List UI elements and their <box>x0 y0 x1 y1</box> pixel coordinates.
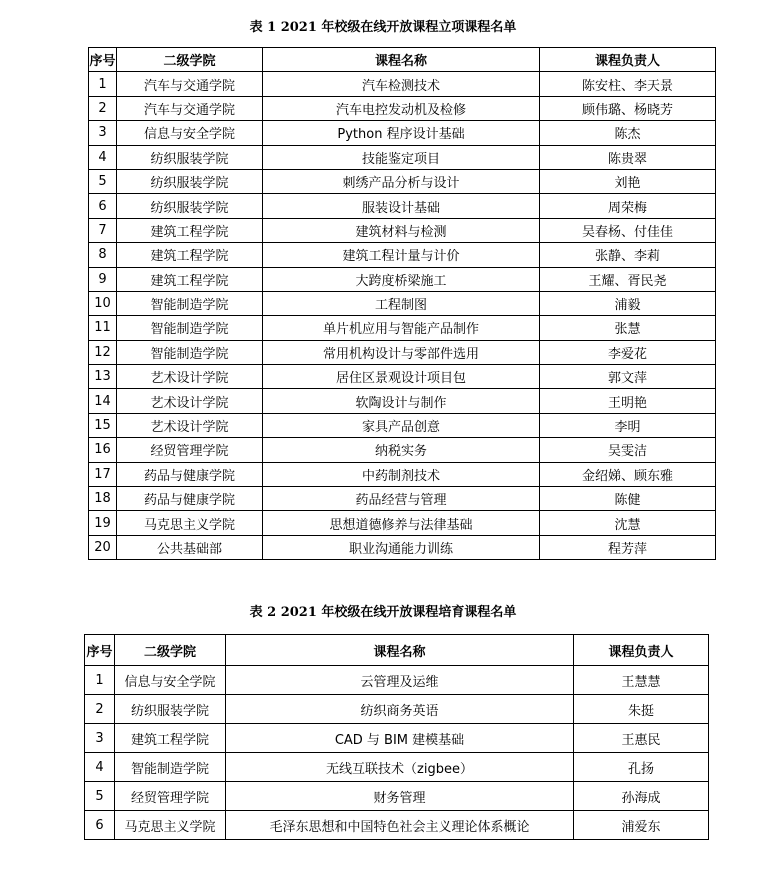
cell-leader: 陈贵翠 <box>540 145 716 169</box>
cell-course: 服装设计基础 <box>263 194 540 218</box>
cell-course: CAD 与 BIM 建模基础 <box>226 724 574 753</box>
header-seq: 序号 <box>89 48 117 72</box>
cell-college: 艺术设计学院 <box>117 413 263 437</box>
cell-seq: 8 <box>89 243 117 267</box>
cell-seq: 18 <box>89 487 117 511</box>
table2-title: 表 2 2021 年校级在线开放课程培育课程名单 <box>249 605 517 620</box>
cell-college: 智能制造学院 <box>117 316 263 340</box>
cell-leader: 沈慧 <box>540 511 716 535</box>
cell-seq: 2 <box>85 695 115 724</box>
cell-leader: 浦毅 <box>540 291 716 315</box>
cell-college: 经贸管理学院 <box>117 438 263 462</box>
cell-course: 职业沟通能力训练 <box>263 535 540 559</box>
cell-seq: 2 <box>89 96 117 120</box>
cell-course: 刺绣产品分析与设计 <box>263 169 540 193</box>
cell-course: 大跨度桥梁施工 <box>263 267 540 291</box>
cell-college: 智能制造学院 <box>115 753 226 782</box>
header-college: 二级学院 <box>115 635 226 666</box>
cell-course: 工程制图 <box>263 291 540 315</box>
cell-leader: 李明 <box>540 413 716 437</box>
cell-leader: 张慧 <box>540 316 716 340</box>
cell-college: 艺术设计学院 <box>117 365 263 389</box>
cell-leader: 朱挺 <box>574 695 709 724</box>
cell-course: 技能鉴定项目 <box>263 145 540 169</box>
table-row <box>85 782 709 811</box>
cell-seq: 4 <box>85 753 115 782</box>
cell-seq: 7 <box>89 218 117 242</box>
cell-leader: 陈安柱、李天景 <box>540 72 716 96</box>
header-seq: 序号 <box>85 635 115 666</box>
cell-course: 汽车检测技术 <box>263 72 540 96</box>
cell-course: 纳税实务 <box>263 438 540 462</box>
table-row <box>89 267 716 291</box>
cell-college: 智能制造学院 <box>117 291 263 315</box>
table-row <box>89 145 716 169</box>
table-row <box>89 291 716 315</box>
table-row <box>89 438 716 462</box>
table-row <box>85 811 709 840</box>
cell-course: 无线互联技术（zigbee） <box>226 753 574 782</box>
cell-leader: 刘艳 <box>540 169 716 193</box>
cell-leader: 程芳萍 <box>540 535 716 559</box>
cell-seq: 3 <box>89 121 117 145</box>
header-course: 课程名称 <box>263 48 540 72</box>
cell-course: Python 程序设计基础 <box>263 121 540 145</box>
table-row <box>89 72 716 96</box>
cell-seq: 5 <box>85 782 115 811</box>
cell-college: 纺织服装学院 <box>117 194 263 218</box>
cell-college: 药品与健康学院 <box>117 462 263 486</box>
table1 <box>88 47 716 560</box>
cell-college: 建筑工程学院 <box>117 243 263 267</box>
table-row <box>89 243 716 267</box>
cell-college: 马克思主义学院 <box>117 511 263 535</box>
cell-leader: 郭文萍 <box>540 365 716 389</box>
cell-leader: 孔扬 <box>574 753 709 782</box>
cell-leader: 金绍娣、顾东雅 <box>540 462 716 486</box>
table1-header-row <box>89 48 716 72</box>
cell-college: 公共基础部 <box>117 535 263 559</box>
cell-seq: 6 <box>89 194 117 218</box>
cell-seq: 15 <box>89 413 117 437</box>
cell-seq: 13 <box>89 365 117 389</box>
cell-college: 马克思主义学院 <box>115 811 226 840</box>
table-row <box>85 753 709 782</box>
table2 <box>84 634 709 840</box>
cell-college: 汽车与交通学院 <box>117 72 263 96</box>
cell-course: 居住区景观设计项目包 <box>263 365 540 389</box>
table-row <box>89 462 716 486</box>
header-college: 二级学院 <box>117 48 263 72</box>
cell-college: 建筑工程学院 <box>117 218 263 242</box>
table-row <box>89 169 716 193</box>
cell-seq: 9 <box>89 267 117 291</box>
cell-college: 艺术设计学院 <box>117 389 263 413</box>
cell-college: 建筑工程学院 <box>117 267 263 291</box>
cell-seq: 17 <box>89 462 117 486</box>
table2-body <box>85 666 709 840</box>
cell-leader: 顾伟璐、杨晓芳 <box>540 96 716 120</box>
table-row <box>89 487 716 511</box>
table2-header-row <box>85 635 709 666</box>
cell-leader: 李爱花 <box>540 340 716 364</box>
cell-seq: 12 <box>89 340 117 364</box>
table-row <box>89 316 716 340</box>
table-row <box>89 340 716 364</box>
table-row <box>89 511 716 535</box>
cell-leader: 王耀、胥民尧 <box>540 267 716 291</box>
cell-course: 建筑材料与检测 <box>263 218 540 242</box>
cell-leader: 陈健 <box>540 487 716 511</box>
cell-college: 纺织服装学院 <box>117 145 263 169</box>
cell-leader: 张静、李莉 <box>540 243 716 267</box>
table-row <box>89 413 716 437</box>
table-row <box>89 365 716 389</box>
cell-seq: 10 <box>89 291 117 315</box>
table-row <box>89 535 716 559</box>
cell-leader: 吴雯洁 <box>540 438 716 462</box>
cell-leader: 浦爱东 <box>574 811 709 840</box>
table-row <box>89 218 716 242</box>
cell-leader: 陈杰 <box>540 121 716 145</box>
cell-course: 云管理及运维 <box>226 666 574 695</box>
cell-leader: 王慧慧 <box>574 666 709 695</box>
table-row <box>89 121 716 145</box>
cell-course: 财务管理 <box>226 782 574 811</box>
cell-course: 单片机应用与智能产品制作 <box>263 316 540 340</box>
cell-college: 智能制造学院 <box>117 340 263 364</box>
cell-seq: 5 <box>89 169 117 193</box>
cell-course: 家具产品创意 <box>263 413 540 437</box>
cell-course: 中药制剂技术 <box>263 462 540 486</box>
cell-seq: 20 <box>89 535 117 559</box>
cell-seq: 4 <box>89 145 117 169</box>
cell-leader: 吴春杨、付佳佳 <box>540 218 716 242</box>
table-row <box>85 666 709 695</box>
table1-title: 表 1 2021 年校级在线开放课程立项课程名单 <box>249 20 517 35</box>
cell-course: 建筑工程计量与计价 <box>263 243 540 267</box>
cell-college: 经贸管理学院 <box>115 782 226 811</box>
cell-course: 汽车电控发动机及检修 <box>263 96 540 120</box>
cell-college: 信息与安全学院 <box>115 666 226 695</box>
cell-leader: 王明艳 <box>540 389 716 413</box>
cell-seq: 19 <box>89 511 117 535</box>
cell-leader: 孙海成 <box>574 782 709 811</box>
cell-seq: 16 <box>89 438 117 462</box>
cell-college: 药品与健康学院 <box>117 487 263 511</box>
cell-seq: 1 <box>89 72 117 96</box>
cell-course: 思想道德修养与法律基础 <box>263 511 540 535</box>
cell-college: 纺织服装学院 <box>117 169 263 193</box>
cell-course: 常用机构设计与零部件选用 <box>263 340 540 364</box>
cell-seq: 11 <box>89 316 117 340</box>
header-leader: 课程负责人 <box>540 48 716 72</box>
cell-seq: 3 <box>85 724 115 753</box>
cell-course: 软陶设计与制作 <box>263 389 540 413</box>
cell-seq: 14 <box>89 389 117 413</box>
cell-college: 纺织服装学院 <box>115 695 226 724</box>
cell-course: 毛泽东思想和中国特色社会主义理论体系概论 <box>226 811 574 840</box>
cell-leader: 周荣梅 <box>540 194 716 218</box>
table-row <box>85 724 709 753</box>
cell-course: 纺织商务英语 <box>226 695 574 724</box>
table1-body <box>89 72 716 560</box>
table-row <box>85 695 709 724</box>
header-course: 课程名称 <box>226 635 574 666</box>
cell-course: 药品经营与管理 <box>263 487 540 511</box>
cell-college: 汽车与交通学院 <box>117 96 263 120</box>
cell-seq: 6 <box>85 811 115 840</box>
cell-seq: 1 <box>85 666 115 695</box>
cell-college: 信息与安全学院 <box>117 121 263 145</box>
table-row <box>89 96 716 120</box>
cell-college: 建筑工程学院 <box>115 724 226 753</box>
header-leader: 课程负责人 <box>574 635 709 666</box>
table-row <box>89 389 716 413</box>
table-row <box>89 194 716 218</box>
cell-leader: 王惠民 <box>574 724 709 753</box>
